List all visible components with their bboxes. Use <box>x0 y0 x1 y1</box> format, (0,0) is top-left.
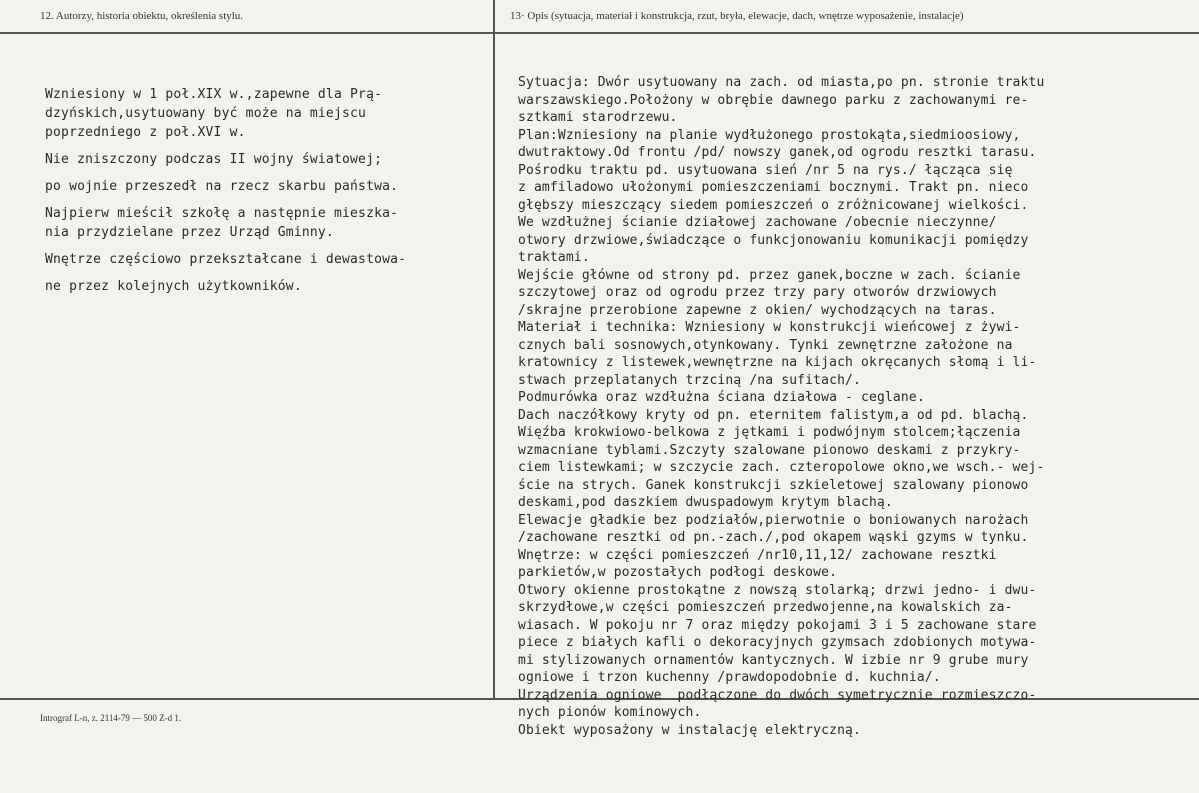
description-line: Więźba krokwiowo-belkowa z jętkami i podwójnym stolcem;łączenia <box>518 425 1021 440</box>
description-line: otwory drzwiowe,świadczące o funkcjonowaniu komunikacji pomiędzy <box>518 232 1029 248</box>
description-line: Urządzenia ogniowe podłączone do dwóch symetrycznie rozmieszczo- <box>518 687 1037 703</box>
history-paragraph: Wzniesiony w 1 poł.XIX w.,zapewne dla Prą- dzyńskich,usytuowany być może na miejscu poprzedniego z poł.XVI w. <box>45 87 383 140</box>
history-paragraph: Nie zniszczony podczas II wojny światowej; <box>45 152 383 167</box>
description-line: kratownicy z listewek,wewnętrzne na kijach okręcanych słomą i li- <box>518 355 1037 370</box>
description-line: mi stylizowanych ornamentów kantycznych. W izbie nr 9 grube mury <box>518 652 1029 668</box>
description-line: piece z białych kafli o dekoracyjnych gzymsach zdobionych motywa- <box>518 635 1037 650</box>
description-line: Podmurówka oraz wzdłużna ściana działowa - ceglane. <box>518 390 925 405</box>
description-line: traktami. <box>518 250 590 265</box>
description-line: deskami,pod daszkiem dwuspadowym krytym blachą. <box>518 495 893 510</box>
description-line: wiasach. W pokoju nr 7 oraz między pokojami 3 i 5 zachowane stare <box>518 617 1037 633</box>
history-paragraph: po wojnie przeszedł na rzecz skarbu państwa. <box>45 179 399 194</box>
description-line: Pośrodku traktu pd. usytuowana sień /nr 5 na rys./ łącząca się <box>518 162 1013 178</box>
printer-imprint: Intrograf L-n, z. 2114-79 — 500 Z-d 1. <box>40 713 182 723</box>
description-line: Materiał i technika: Wzniesiony w konstrukcji wieńcowej z żywi- <box>518 320 1021 335</box>
history-paragraph: Wnętrze częściowo przekształcane i dewastowa- <box>45 252 407 267</box>
section-12-header: 12. Autorzy, historia obiektu, określenia stylu. <box>40 10 244 22</box>
description-line: sztkami starodrzewu. <box>518 110 678 125</box>
description-line: warszawskiego.Położony w obrębie dawnego parku z zachowanymi re- <box>518 92 1029 108</box>
column-divider <box>493 0 495 700</box>
description-line: nych pionów kominowych. <box>518 705 702 720</box>
description-line: ście na strych. Ganek konstrukcji szkieletowej szalowany pionowo <box>518 477 1029 493</box>
description-line: Otwory okienne prostokątne z nowszą stolarką; drzwi jedno- i dwu- <box>518 582 1037 598</box>
description-line: /skrajne przerobione zapewne z okien/ wychodzących na taras. <box>518 302 997 318</box>
section-13-header: 13· Opis (sytuacja, materiał i konstrukcja, rzut, bryła, elewacje, dach, wnętrze wyposażenie, instalacje) <box>510 10 964 22</box>
description-line: skrzydłowe,w części pomieszczeń przedwojenne,na kowalskich za- <box>518 600 1013 615</box>
description-line: szczytowej oraz od ogrodu przez trzy pary otworów drzwiowych <box>518 285 997 300</box>
description-text <box>518 74 1198 739</box>
description-line: parkietów,w pozostałych podłogi deskowe. <box>518 565 838 580</box>
description-line: ogniowe i trzon kuchenny /prawdopodobnie d. kuchnia/. <box>518 670 941 685</box>
description-line: Wejście główne od strony pd. przez ganek,boczne w zach. ścianie <box>518 267 1021 283</box>
header-divider <box>0 32 1199 34</box>
history-paragraph: Najpierw mieścił szkołę a następnie mieszka- nia przydzielane przez Urząd Gminny. <box>45 206 399 240</box>
description-line: Elewacje gładkie bez podziałów,pierwotnie o boniowanych narożach <box>518 512 1029 528</box>
description-line: Dach naczółkowy kryty od pn. eternitem falistym,a od pd. blachą. <box>518 407 1029 423</box>
description-line: cznych bali sosnowych,otynkowany. Tynki zewnętrzne założone na <box>518 337 1013 353</box>
description-line: Plan:Wzniesiony na planie wydłużonego prostokąta,siedmioosiowy, <box>518 127 1021 143</box>
description-line: ciem listewkami; w szczycie zach. czteropolowe okno,we wsch.- wej- <box>518 460 1045 475</box>
description-line: Sytuacja: Dwór usytuowany na zach. od miasta,po pn. stronie traktu <box>518 75 1045 90</box>
description-line: wzmacniane tyblami.Szczyty szalowane pionowo deskami z przykry- <box>518 442 1021 458</box>
description-line: z amfiladowo ułożonymi pomieszczeniami bocznymi. Trakt pn. nieco <box>518 180 1029 195</box>
description-line: We wzdłużnej ścianie działowej zachowane /obecnie nieczynne/ <box>518 215 997 230</box>
description-line: Obiekt wyposażony w instalację elektryczną. <box>518 722 861 738</box>
description-line: Wnętrze: w części pomieszczeń /nr10,11,12/ zachowane resztki <box>518 547 997 563</box>
description-line: /zachowane resztki od pn.-zach./,pod okapem wąski gzyms w tynku. <box>518 530 1029 545</box>
history-paragraph: ne przez kolejnych użytkowników. <box>45 279 302 294</box>
description-line: dwutraktowy.Od frontu /pd/ nowszy ganek,od ogrodu resztki tarasu. <box>518 145 1037 160</box>
history-text <box>45 85 485 304</box>
description-line: głębszy mieszczący siedem pomieszczeń o zróżnicowanej wielkości. <box>518 197 1029 213</box>
description-line: stwach przeplatanych trzciną /na sufitach/. <box>518 372 861 388</box>
